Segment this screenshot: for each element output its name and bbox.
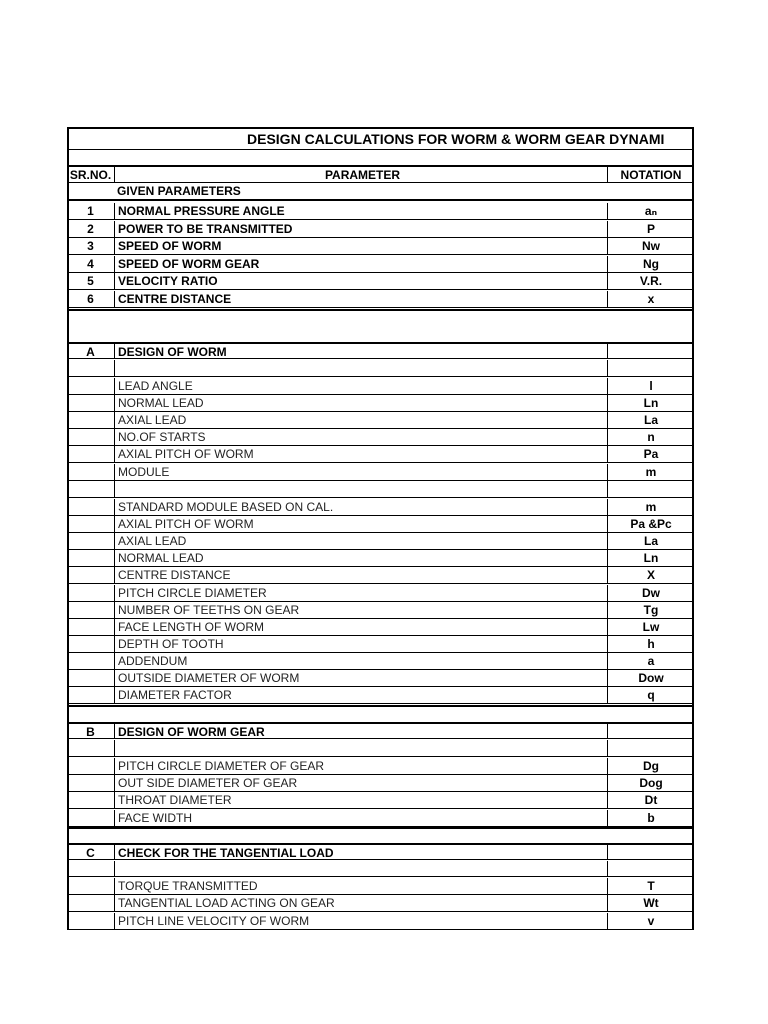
- sr-no-cell: [67, 446, 114, 462]
- parameter-cell: DESIGN OF WORM GEAR: [114, 724, 607, 738]
- parameter-cell: VELOCITY RATIO: [114, 273, 607, 289]
- sr-no-cell: [67, 653, 114, 669]
- given-row: [67, 203, 694, 220]
- given-row: [67, 221, 694, 238]
- section-b-heading-row: [67, 722, 694, 739]
- notation-cell: Dog: [607, 775, 694, 791]
- sr-no-cell: 1: [87, 204, 94, 218]
- section-a-heading-row: [67, 342, 694, 359]
- notation-cell: q: [607, 687, 694, 703]
- parameter-cell: PITCH CIRCLE DIAMETER: [114, 585, 607, 601]
- notation-cell: a: [607, 653, 694, 669]
- parameter-cell: LEAD ANGLE: [114, 378, 607, 394]
- notation-cell: [607, 845, 694, 859]
- blank-row: [67, 827, 694, 844]
- parameter-cell: DEPTH OF TOOTH: [114, 636, 607, 652]
- notation-cell: La: [607, 412, 694, 428]
- notation-cell: Pa &Pc: [607, 516, 694, 532]
- parameter-cell: FACE WIDTH: [114, 810, 607, 826]
- section-a-row: [67, 653, 694, 670]
- notation-cell: Ln: [607, 550, 694, 566]
- parameter-cell: AXIAL PITCH OF WORM: [114, 516, 607, 532]
- sr-no-cell: 4: [87, 256, 94, 271]
- section-a-row: [67, 429, 694, 446]
- sr-no-cell: [67, 913, 114, 929]
- given-row: [67, 291, 694, 308]
- sr-no-cell: [67, 585, 114, 601]
- sr-no-cell: [67, 810, 114, 826]
- given-row: [67, 256, 694, 273]
- parameter-cell: CENTRE DISTANCE: [114, 567, 607, 583]
- sr-no-cell: [67, 378, 114, 394]
- sr-no-cell: [67, 740, 114, 756]
- parameter-cell: CENTRE DISTANCE: [114, 291, 607, 307]
- notation-cell: Dow: [607, 670, 694, 686]
- notation-cell: Lw: [607, 619, 694, 635]
- parameter-cell: STANDARD MODULE BASED ON CAL.: [114, 499, 607, 515]
- given-row: [67, 273, 694, 290]
- sr-no-cell: 2: [87, 221, 94, 236]
- parameter-cell: GIVEN PARAMETERS: [117, 184, 241, 198]
- notation-cell: [607, 724, 694, 738]
- section-a-row: [67, 567, 694, 584]
- notation-cell: T: [607, 878, 694, 894]
- notation-cell: v: [607, 913, 694, 929]
- parameter-cell: [114, 360, 607, 376]
- parameter-cell: AXIAL PITCH OF WORM: [114, 446, 607, 462]
- notation-cell: Pa: [607, 446, 694, 462]
- section-a-row: [67, 619, 694, 636]
- parameter-cell: OUT SIDE DIAMETER OF GEAR: [114, 775, 607, 791]
- parameter-cell: FACE LENGTH OF WORM: [114, 619, 607, 635]
- notation-cell: l: [607, 378, 694, 394]
- section-c-heading-row: [67, 843, 694, 860]
- parameter-cell: PARAMETER: [114, 167, 607, 182]
- section-a-row: [67, 446, 694, 463]
- section-c-row: [67, 895, 694, 912]
- sr-no-cell: [67, 878, 114, 894]
- parameter-cell: CHECK FOR THE TANGENTIAL LOAD: [114, 845, 607, 859]
- sr-no-cell: [67, 412, 114, 428]
- parameter-cell: [114, 861, 607, 876]
- notation-cell: [607, 360, 694, 376]
- parameter-cell: SPEED OF WORM: [114, 238, 607, 254]
- section-a-row: [67, 464, 694, 481]
- sr-no-cell: [67, 395, 114, 411]
- notation-cell: b: [607, 810, 694, 826]
- given-heading-row: [67, 183, 694, 201]
- sr-no-cell: SR.NO.: [67, 167, 115, 182]
- blank-row: [67, 360, 694, 377]
- parameter-cell: NORMAL LEAD: [114, 395, 607, 411]
- notation-cell: P: [607, 221, 694, 237]
- section-b-row: [67, 775, 694, 792]
- section-b-row: [67, 758, 694, 775]
- blank-row: [67, 309, 694, 343]
- sr-no-cell: 5: [87, 274, 94, 288]
- notation-cell: Dw: [607, 585, 694, 601]
- blank-row: [67, 740, 694, 757]
- parameter-cell: SPEED OF WORM GEAR: [114, 256, 607, 272]
- parameter-cell: [114, 481, 607, 497]
- sr-no-cell: 3: [87, 239, 94, 253]
- sr-no-cell: [67, 567, 114, 583]
- notation-cell: X: [607, 567, 694, 583]
- notation-cell: aₙ: [607, 203, 694, 219]
- section-a-row: [67, 687, 694, 704]
- sr-no-cell: B: [86, 725, 95, 738]
- sr-no-cell: [67, 636, 114, 652]
- notation-cell: [607, 861, 694, 876]
- header-row: [67, 165, 694, 183]
- notation-cell: Dg: [607, 758, 694, 774]
- sr-no-cell: [67, 360, 114, 376]
- parameter-cell: MODULE: [114, 464, 607, 480]
- parameter-cell: AXIAL LEAD: [114, 533, 607, 549]
- parameter-cell: PITCH LINE VELOCITY OF WORM: [114, 913, 607, 929]
- section-a-row: [67, 602, 694, 619]
- notation-cell: m: [607, 464, 694, 480]
- section-a-row: [67, 550, 694, 567]
- parameter-cell: PITCH CIRCLE DIAMETER OF GEAR: [114, 758, 607, 774]
- section-a-row: [67, 636, 694, 653]
- parameter-cell: NUMBER OF TEETHS ON GEAR: [114, 602, 607, 618]
- sr-no-cell: [67, 429, 114, 445]
- notation-cell: m: [607, 499, 694, 515]
- sr-no-cell: [67, 464, 114, 480]
- parameter-cell: POWER TO BE TRANSMITTED: [114, 221, 607, 237]
- notation-cell: x: [607, 291, 694, 307]
- sr-no-cell: [67, 516, 114, 532]
- section-a-row: [67, 533, 694, 550]
- sr-no-cell: [67, 499, 114, 515]
- sr-no-cell: [67, 533, 114, 549]
- notation-cell: Tg: [607, 602, 694, 618]
- notation-cell: h: [607, 636, 694, 652]
- section-a-row: [67, 412, 694, 429]
- sr-no-cell: C: [86, 846, 95, 859]
- notation-cell: [607, 481, 694, 497]
- parameter-cell: DIAMETER FACTOR: [114, 687, 607, 703]
- notation-cell: V.R.: [607, 273, 694, 289]
- blank-row: [67, 149, 694, 165]
- sr-no-cell: A: [86, 345, 95, 358]
- sr-no-cell: [67, 758, 114, 774]
- parameter-cell: NO.OF STARTS: [114, 429, 607, 445]
- parameter-cell: NORMAL PRESSURE ANGLE: [114, 203, 607, 219]
- section-b-row: [67, 810, 694, 827]
- sheet-title: DESIGN CALCULATIONS FOR WORM & WORM GEAR DYNAMI: [247, 131, 665, 147]
- sr-no-cell: [67, 687, 114, 703]
- sr-no-cell: [67, 619, 114, 635]
- parameter-cell: NORMAL LEAD: [114, 550, 607, 566]
- sr-no-cell: [67, 183, 114, 199]
- sr-no-cell: [67, 895, 114, 911]
- notation-cell: Ln: [607, 395, 694, 411]
- parameter-cell: DESIGN OF WORM: [114, 344, 607, 358]
- sr-no-cell: [67, 792, 114, 808]
- sr-no-cell: [67, 670, 114, 686]
- blank-row: [67, 481, 694, 498]
- notation-cell: Dt: [607, 792, 694, 808]
- blank-row: [67, 705, 694, 722]
- blank-row: [67, 861, 694, 877]
- notation-cell: Wt: [607, 895, 694, 911]
- section-c-row: [67, 913, 694, 930]
- parameter-cell: OUTSIDE DIAMETER OF WORM: [114, 670, 607, 686]
- sr-no-cell: [67, 602, 114, 618]
- section-b-row: [67, 792, 694, 809]
- notation-cell: La: [607, 533, 694, 549]
- notation-cell: n: [607, 429, 694, 445]
- section-c-row: [67, 878, 694, 895]
- worksheet: [67, 127, 694, 930]
- parameter-cell: [114, 740, 607, 756]
- sr-no-cell: [67, 481, 114, 497]
- given-row: [67, 238, 694, 255]
- notation-cell: Nw: [607, 238, 694, 254]
- section-a-row: [67, 516, 694, 533]
- sr-no-cell: [67, 775, 114, 791]
- sr-no-cell: [67, 861, 114, 876]
- section-a-row: [67, 378, 694, 395]
- section-a-row: [67, 499, 694, 516]
- section-a-row: [67, 395, 694, 412]
- parameter-cell: ADDENDUM: [114, 653, 607, 669]
- notation-cell: [607, 183, 694, 199]
- parameter-cell: AXIAL LEAD: [114, 412, 607, 428]
- section-a-row: [67, 670, 694, 687]
- parameter-cell: THROAT DIAMETER: [114, 792, 607, 808]
- notation-cell: [607, 344, 694, 358]
- notation-cell: [607, 740, 694, 756]
- parameter-cell: TANGENTIAL LOAD ACTING ON GEAR: [114, 895, 607, 911]
- notation-cell: NOTATION: [607, 167, 694, 182]
- notation-cell: Ng: [607, 256, 694, 272]
- sr-no-cell: [67, 550, 114, 566]
- parameter-cell: TORQUE TRANSMITTED: [114, 878, 607, 894]
- sr-no-cell: 6: [87, 291, 94, 306]
- section-a-row: [67, 585, 694, 602]
